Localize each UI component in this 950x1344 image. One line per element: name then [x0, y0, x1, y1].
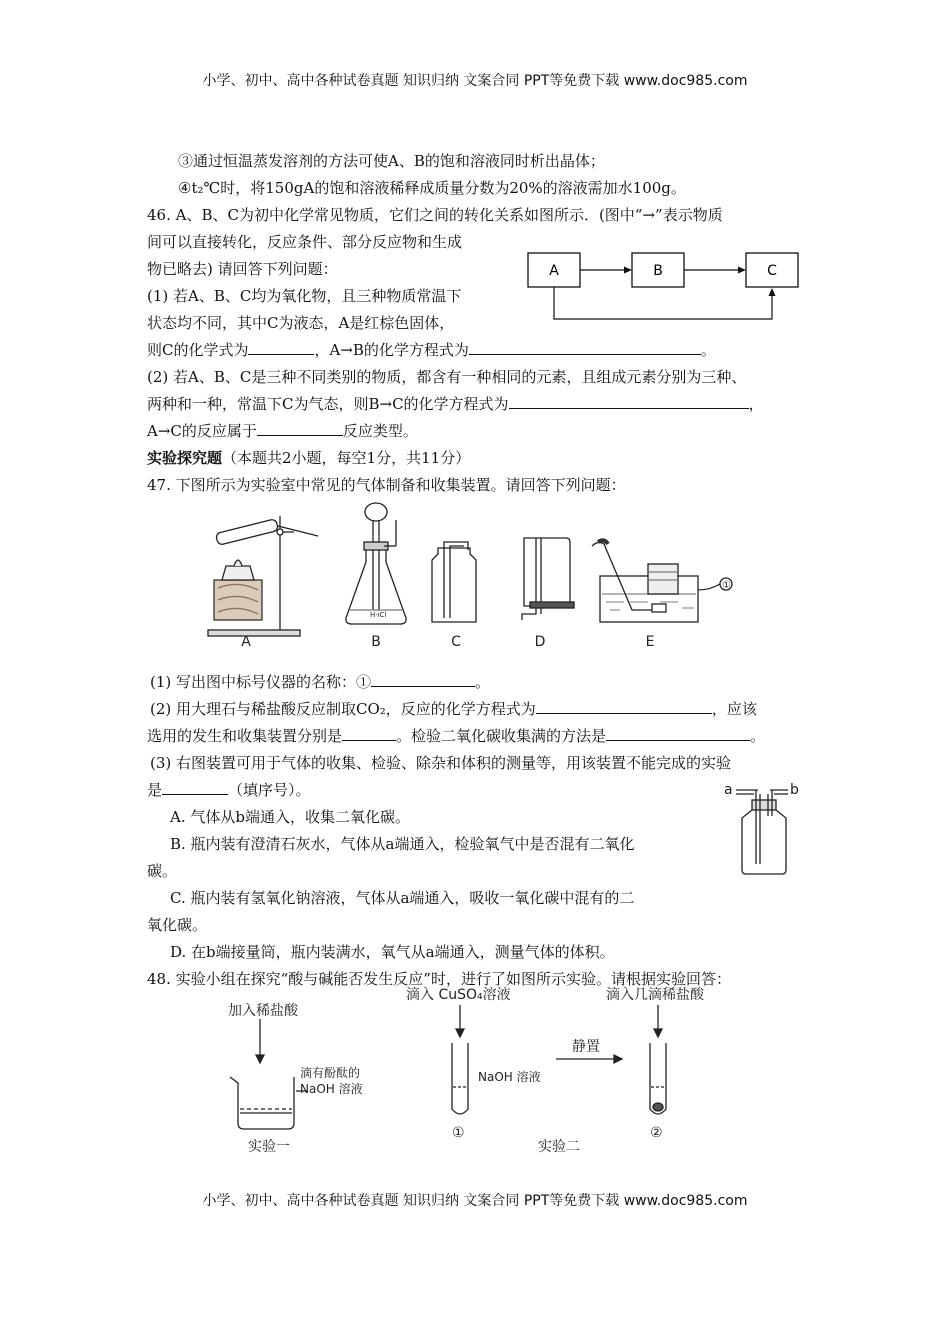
q47-apparatus-figure: [200, 498, 760, 653]
experiment-2: [452, 1005, 666, 1114]
box-b-label: B: [653, 263, 663, 279]
q47-option-c: C. 瓶内装有氢氧化钠溶液，气体从a端通入，吸收一氧化碳中混有的二: [170, 889, 635, 907]
answer-blank[interactable]: [342, 726, 396, 741]
q47-part2-text-d: 。检验二氧化碳收集满的方法是: [396, 727, 607, 745]
q47-part3-line1: (3) 右图装置可用于气体的收集、检验、除杂和体积的测量等，用该装置不能完成的实验: [150, 754, 732, 772]
q46-part2-text-d: 反应类型。: [342, 422, 418, 440]
port-a-label: a: [724, 782, 733, 798]
exp1-caption: 实验一: [248, 1139, 290, 1155]
q47-intro: 47. 下图所示为实验室中常见的气体制备和收集装置。请回答下列问题：: [147, 476, 626, 494]
answer-blank[interactable]: [162, 780, 228, 795]
q47-option-a: A. 气体从b端通入，收集二氧化碳。: [170, 808, 410, 826]
q47-part3-text-a: 是: [147, 781, 163, 799]
exp2-tube1-label: ①: [452, 1125, 465, 1141]
exp1-solution-label: 滴有酚酞的: [300, 1066, 361, 1080]
q46-part1-line2: 状态均不同，其中C为液态，A是红棕色固体，: [147, 314, 455, 332]
q47-part1: [150, 671, 490, 692]
label-b: B: [371, 634, 381, 650]
q48-intro: 48. 实验小组在探究“酸与碱能否发生反应”时，进行了如图所示实验。请根据实验回答：: [147, 970, 731, 988]
q47-option-d: D. 在b端接量筒，瓶内装满水，氧气从a端通入，测量气体的体积。: [170, 943, 615, 961]
q46-part2-line3: [147, 420, 418, 441]
box-a-label: A: [549, 263, 559, 279]
q46-intro: 46. A、B、C为初中化学常见物质，它们之间的转化关系如图所示．(图中“→”表示物质: [147, 206, 723, 224]
q47-part1-end: 。: [475, 673, 491, 691]
q47-part2-line1: [150, 698, 757, 719]
exp2-arrow-label: 静置: [572, 1039, 600, 1055]
q46-part1-text-b: ，A→B的化学方程式为: [314, 341, 469, 359]
answer-blank[interactable]: [509, 394, 749, 409]
q46-part1-line3: [147, 339, 716, 360]
label-d: D: [534, 634, 546, 650]
q46-part1-line1: (1) 若A、B、C均为氧化物，且三种物质常温下: [147, 287, 462, 305]
flask-label: H·ıCl: [370, 611, 387, 619]
q46-intro-3: 物已略去) 请回答下列问题：: [147, 260, 338, 278]
exp2-drop1-label: 滴入 CuSO₄溶液: [406, 987, 511, 1003]
apparatus-b: [346, 503, 406, 624]
q46-part2-text-c: A→C的反应属于: [147, 422, 257, 440]
page-header: 小学、初中、高中各种试卷真题 知识归纳 文案合同 PPT等免费下载 www.doc985.com: [202, 73, 748, 89]
q47-part1-text: (1) 写出图中标号仪器的名称：①: [150, 673, 372, 691]
exp1-add-label: 加入稀盐酸: [228, 1003, 298, 1019]
gas-bottle-figure: [718, 778, 810, 878]
q47-part2-text-a: (2) 用大理石与稀盐酸反应制取CO₂，反应的化学方程式为: [150, 700, 536, 718]
q47-part3-text-b: （填序号）。: [228, 781, 311, 799]
q47-part3-line2: [147, 779, 311, 800]
answer-blank[interactable]: [371, 672, 475, 687]
q47-option-b-cont: 碳。: [147, 862, 178, 880]
q47-part2-text-c: 选用的发生和收集装置分别是: [147, 727, 343, 745]
exp1-solution-label-2: NaOH 溶液: [300, 1082, 363, 1096]
exp2-naoh-label: NaOH 溶液: [478, 1070, 541, 1084]
q47-part2-line2: [147, 725, 765, 746]
answer-blank[interactable]: [606, 726, 750, 741]
exp2-tube2-label: ②: [650, 1125, 663, 1141]
q46-part2-text-a: 两种和一种，常温下C为气态，则B→C的化学方程式为: [147, 395, 509, 413]
answer-blank[interactable]: [257, 421, 343, 436]
apparatus-c: [432, 542, 476, 622]
q46-part2-line1: (2) 若A、B、C是三种不同类别的物质，都含有一种相同的元素，且组成元素分别为三种、: [147, 368, 747, 386]
answer-blank[interactable]: [536, 699, 712, 714]
label-c: C: [451, 634, 461, 650]
q46-part1-text-a: 则C的化学式为: [147, 341, 249, 359]
apparatus-e: [592, 540, 732, 622]
section-note: （本题共2小题，每空1分，共11分）: [222, 449, 471, 467]
section-title: [147, 447, 470, 468]
section-title-text: 实验探究题: [147, 449, 223, 467]
q46-part2-line2: [147, 393, 764, 414]
q45-item-4: ④t₂℃时，将150gA的饱和溶液稀释成质量分数为20%的溶液需加水100g。: [178, 179, 686, 197]
q47-option-c-cont: 氧化碳。: [147, 916, 208, 934]
port-b-label: b: [790, 782, 799, 798]
apparatus-labels: [241, 634, 654, 650]
box-c-label: C: [767, 263, 777, 279]
q46-part1-text-c: 。: [700, 341, 716, 359]
q46-part2-text-b: ，: [748, 395, 764, 413]
page-footer: 小学、初中、高中各种试卷真题 知识归纳 文案合同 PPT等免费下载 www.doc985.com: [202, 1193, 748, 1209]
answer-blank[interactable]: [248, 340, 314, 355]
exp2-caption: 实验二: [538, 1139, 580, 1155]
label-a: A: [241, 634, 251, 650]
q47-part2-text-e: 。: [750, 727, 766, 745]
arrow-a-c: [554, 287, 772, 319]
q47-option-b: B. 瓶内装有澄清石灰水，气体从a端通入，检验氧气中是否混有二氧化: [170, 835, 635, 853]
q47-part2-text-b: ，应该: [711, 700, 757, 718]
exp2-drop2-label: 滴入几滴稀盐酸: [606, 987, 704, 1003]
answer-blank[interactable]: [469, 340, 701, 355]
q48-experiment-figure: [220, 983, 740, 1163]
apparatus-a: [208, 516, 318, 636]
q45-item-3: ③通过恒温蒸发溶剂的方法可使A、B的饱和溶液同时析出晶体；: [178, 152, 605, 170]
apparatus-d: [522, 538, 574, 620]
q46-intro-2: 间可以直接转化，反应条件、部分反应物和生成: [147, 233, 463, 251]
experiment-1: [230, 1019, 308, 1129]
label-e: E: [645, 634, 655, 650]
q46-conversion-diagram: [527, 252, 802, 324]
marker-1: ①: [722, 580, 731, 591]
